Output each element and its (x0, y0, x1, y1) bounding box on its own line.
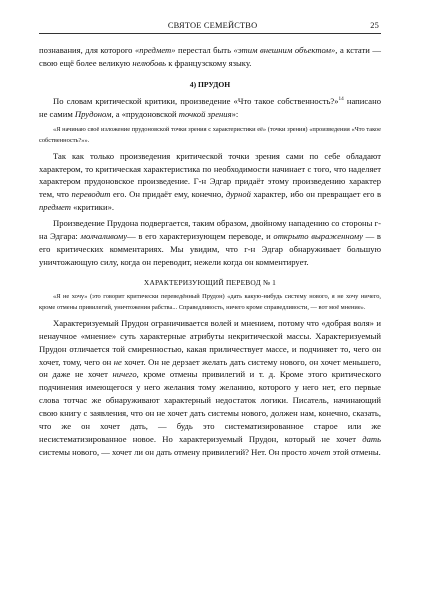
section-heading: 4) ПРУДОН (189, 79, 231, 89)
subsection-heading: ХАРАКТЕРИЗУЮЩИЙ ПЕРЕВОД № 1 (143, 277, 277, 287)
running-header (39, 20, 381, 34)
page-number: 25 (370, 21, 379, 30)
quotation-2: «Я не хочу» (это говорит критически переведённый Прудон) «дать какую-нибудь систему нового, я не хочу ничего, кроме отмены привилегий, уничтожения рабства... Справедливость, ничего кроме справедливости, — вот моё мнение». (39, 292, 381, 311)
quotation-1: «Я начинаю своё изложение прудоновской точки зрения с характеристики её» (точки зрения) «произведения «Что такое собственность?»». (39, 125, 381, 144)
paragraph-3: Произведение Прудона подвергается, таким образом, двойному нападению со стороны г-на Эдгара: молчаливому— в его характеризующем переводе, и открыто выраженному — в его критических комментариях. Мы увидим, что г-н Эдгар обнаруживает большую уничтожающую силу, когда он переводит, нежели когда он комментирует. (39, 218, 381, 267)
paragraph-1: По словам критической критики, произведение «Что такое собственность?»$^{14}$ написано не самим Прудоном, а «прудоновской точкой зрения»: (39, 95, 381, 119)
paragraph-continuation: познавания, для которого «предмет» перестал быть «этим внешним объектом», а кстати — свою ещё более великую нелюбовь к французскому языку. (39, 45, 381, 68)
running-title: СВЯТОЕ СЕМЕЙСТВО (167, 21, 258, 30)
paragraph-2: Так как только произведения критической точки зрения сами по себе обладают характером, то критическая характеристика по необходимости начинает с того, что наделяет характером прудоновское произведение. Г-н Эдгар придаёт этому произведению характер тем, что переводит его. Он придаёт ему, конечно, дурной характер, ибо он превращает его в предмет «критики». (39, 150, 381, 213)
paragraph-4: Характеризуемый Прудон ограничивается волей и мнением, потому что «добрая воля» и ненаучное «мнение» суть характерные атрибуты некритической массы. Характеризуемый Прудон отличается той смиренностью, какая приличествует массе, и подчиняет то, чего он хочет, тому, чего он не хочет. Он не дерзает желать дать систему нового, он хочет меньшего, он даже не хочет ничего, кроме отмены привилегий и т. д. Кроме этого критического подчинения имеющегося у него желания тому желанию, которого у него нет, его первые слова тотчас же обнаруживают характерный недостаток логики. Писатель, начинающий свою книгу с заявления, что он не хочет дать системы нового, должен нам, конечно, сказать, что же он хочет дать, — будь это систематизированное старое или же несистематизированное новое. Но характеризуемый Прудон, который не хочет дать системы нового, — хочет ли он дать отмену привилегий? Нет. Он просто хочет этой отмены. (39, 317, 381, 457)
